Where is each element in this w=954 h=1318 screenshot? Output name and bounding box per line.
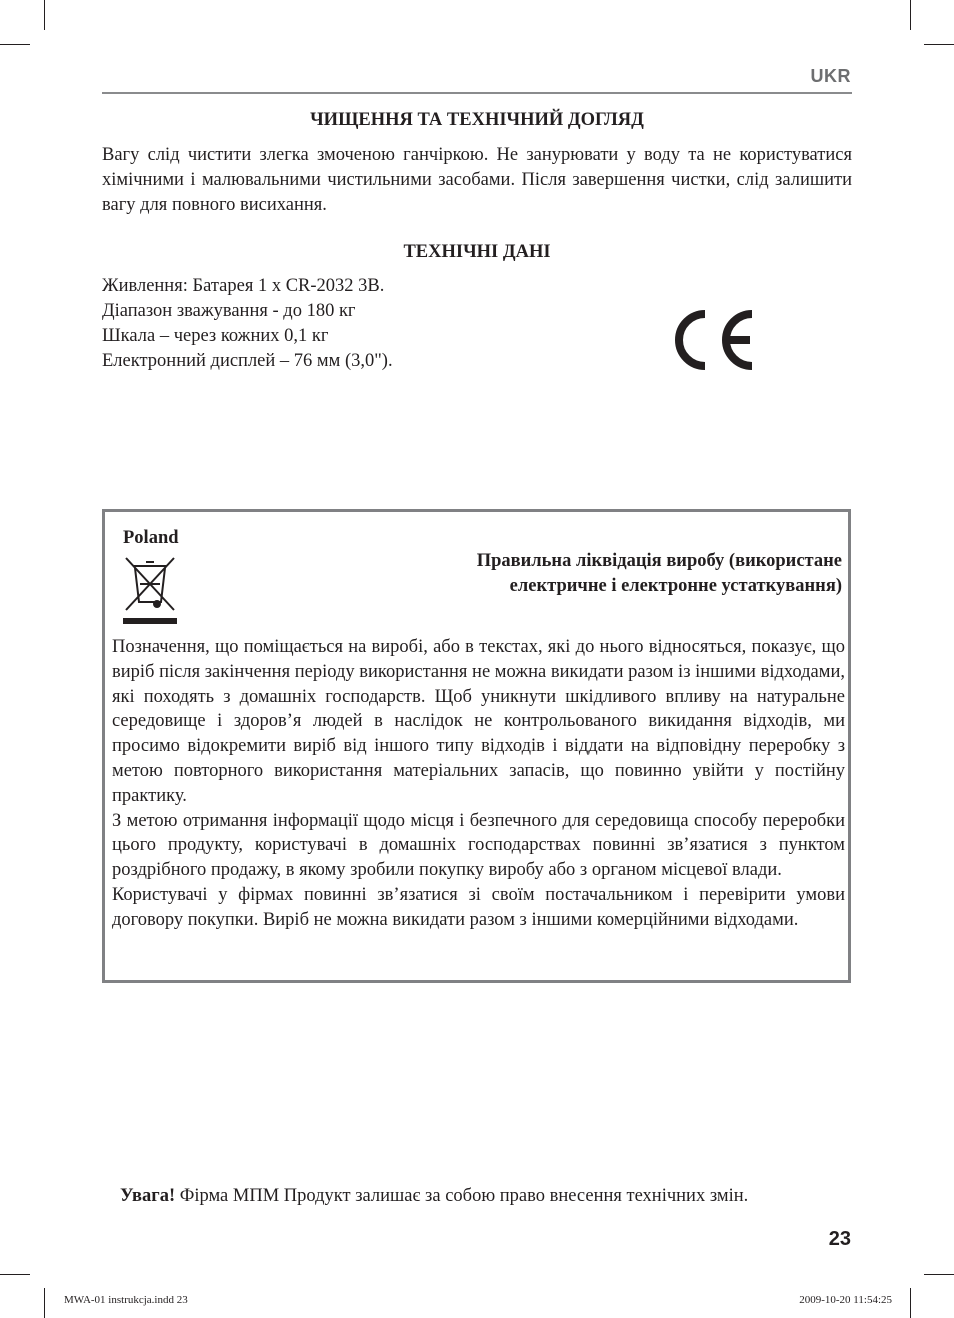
crop-mark-top-right-vertical <box>910 0 911 30</box>
disposal-notice-box <box>102 509 851 983</box>
warning-note <box>120 1186 748 1207</box>
crossed-out-wheelie-bin-icon <box>121 554 179 628</box>
slug-timestamp: 2009-10-20 11:54:25 <box>799 1294 892 1306</box>
crop-mark-top-right-horizontal <box>924 44 954 45</box>
crop-mark-top-left-vertical <box>44 0 45 30</box>
disposal-title <box>402 549 842 599</box>
ce-mark-icon <box>670 308 756 372</box>
header-rule <box>102 92 852 94</box>
spec-line: Електронний дисплей – 76 мм (3,0"). <box>102 351 393 371</box>
disposal-paragraph: З метою отримання інформації щодо місця і безпечного для середовища способу переробки цього продукту, користувачі в домашніх господарствах повинні зв’язатися з пунктом роздрібного продажу, в якому зробили покупку виробу або з органом місцевої влади. <box>112 810 845 881</box>
cleaning-heading: ЧИЩЕННЯ ТА ТЕХНІЧНИЙ ДОГЛЯД <box>310 110 644 130</box>
crop-mark-bottom-right-horizontal <box>924 1274 954 1275</box>
specs-heading: ТЕХНІЧНІ ДАНІ <box>403 242 551 262</box>
disposal-body <box>112 635 845 933</box>
cleaning-text: Вагу слід чистити злегка змоченою ганчіркою. Не занурювати у воду та не користуватися хімічними і малювальними чистильними засобами. Після завершення чистки, слід залишити вагу для повного висихання. <box>102 145 852 215</box>
disposal-paragraph: Позначення, що поміщається на виробі, або в текстах, які до нього відносяться, показує, що виріб після закінчення періоду використання не можна викидати разом із іншими відходами, які походять з домашніх господарств. Щоб уникнути шкідливого впливу на натуральне середовище і здоров’я людей в наслідок не контрольованого викидання відходів, ми просимо відокремити виріб від іншого типу відходів і віддати на відповідну переробку з метою повторного використання матеріальних запасів, що повинно увійти у постійну практику. <box>112 637 845 806</box>
slug-filename: MWA-01 instrukcja.indd 23 <box>64 1294 188 1306</box>
warning-label: Увага! <box>120 1186 176 1206</box>
language-label: UKR <box>810 66 851 86</box>
disposal-title-line: Правильна ліквідація виробу (використане <box>476 551 842 571</box>
disposal-title-line: електричне і електронне устаткування) <box>509 576 842 596</box>
crop-mark-bottom-left-horizontal <box>0 1274 30 1275</box>
crop-mark-bottom-right-vertical <box>910 1288 911 1318</box>
spec-line: Живлення: Батарея 1 х CR-2032 3В. <box>102 276 385 296</box>
crop-mark-bottom-left-vertical <box>44 1288 45 1318</box>
country-label: Poland <box>123 528 179 548</box>
disposal-paragraph: Користувачі у фірмах повинні зв’язатися зі своїм постачальником і перевірити умови договору покупки. Виріб не можна викидати разом з іншими комерційними відходами. <box>112 884 845 930</box>
warning-text: Фірма МПМ Продукт залишає за собою право внесення технічних змін. <box>175 1186 749 1206</box>
spec-line: Діапазон зважування - до 180 кг <box>102 301 356 321</box>
crop-mark-top-left-horizontal <box>0 44 30 45</box>
page-number: 23 <box>828 1228 851 1250</box>
spec-line: Шкала – через кожних 0,1 кг <box>102 326 329 346</box>
